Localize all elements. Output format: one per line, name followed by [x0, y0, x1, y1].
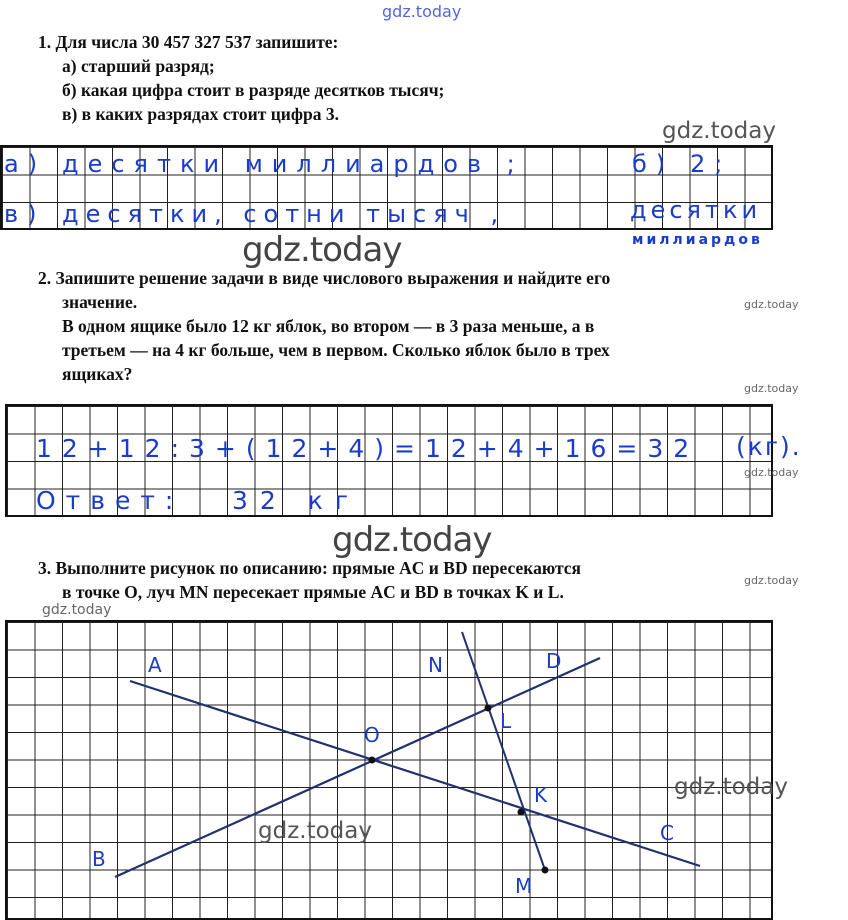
label-b: B [92, 847, 106, 871]
label-l: L [500, 709, 512, 733]
task2-answer-label: Ответ: [36, 486, 184, 515]
task3-line1: Выполните рисунок по описанию: прямые AC и BD пересекаются [55, 558, 582, 578]
line-ac [130, 681, 700, 866]
task1-item-c: в) в каких разрядах стоит цифра 3. [62, 104, 339, 124]
task2-line2: значение. [62, 292, 138, 312]
label-a: A [148, 653, 162, 677]
task1-answer-a-label: а) [4, 150, 47, 178]
watermark: gdz.today [258, 818, 372, 844]
watermark: gdz.today [332, 520, 492, 560]
task1-answer-c-label: в) [4, 200, 46, 228]
task1-answer-b-text: 2; [690, 150, 732, 178]
label-d: D [546, 649, 562, 673]
task1-item-a: а) старший разряд; [62, 56, 215, 76]
task2-line3: В одном ящике было 12 кг яблок, во втором — в 3 раза меньше, а в [62, 316, 595, 336]
task1-answer-b-label: б) [632, 150, 675, 178]
point-o-dot [369, 757, 376, 764]
task3-line2: в точке O, луч MN пересекает прямые AC и BD в точках K и L. [62, 582, 564, 602]
label-o: O [364, 723, 380, 747]
watermark: gdz.today [744, 466, 799, 479]
line-bd [115, 658, 600, 877]
task2-line5: ящиках? [62, 364, 133, 384]
watermark: gdz.today [662, 118, 776, 144]
point-m-dot [542, 867, 549, 874]
task1-answer-c-tail2: миллиардов [632, 232, 763, 248]
task1-answer-c-tail: десятки [630, 196, 762, 224]
ray-mn [462, 632, 545, 870]
watermark-top: gdz.today [382, 2, 462, 21]
watermark: gdz.today [744, 298, 799, 311]
task1-answer-a-text: десятки миллиардов ; [62, 150, 524, 178]
label-m: M [515, 874, 533, 898]
watermark: gdz.today [42, 602, 112, 618]
watermark: gdz.today [744, 382, 799, 395]
task2-unit: (кг). [736, 432, 802, 461]
task3-number: 3. [38, 558, 52, 578]
label-k: K [534, 783, 548, 807]
task2-line1: Запишите решение задачи в виде числового выражения и найдите его [55, 268, 611, 288]
task2-line4: третьем — на 4 кг больше, чем в первом. Сколько яблок было в трех [62, 340, 610, 360]
task2-answer-value: 32 кг [232, 486, 360, 515]
task2-expression: 12+12:3+(12+4)=12+4+16=32 [36, 434, 700, 463]
label-c: C [660, 821, 674, 845]
watermark: gdz.today [674, 774, 788, 800]
task2-number: 2. [38, 268, 52, 288]
label-n: N [428, 653, 443, 677]
watermark: gdz.today [242, 230, 402, 270]
task1-answer-c-text: десятки, сотни тысяч , [62, 200, 506, 228]
watermark: gdz.today [744, 574, 799, 587]
task1-line1: Для числа 30 457 327 537 запишите: [55, 32, 339, 52]
point-l-dot [485, 705, 492, 712]
task1-number: 1. [38, 32, 52, 52]
task1-item-b: б) какая цифра стоит в разряде десятков тысяч; [62, 80, 445, 100]
point-k-dot [518, 809, 525, 816]
